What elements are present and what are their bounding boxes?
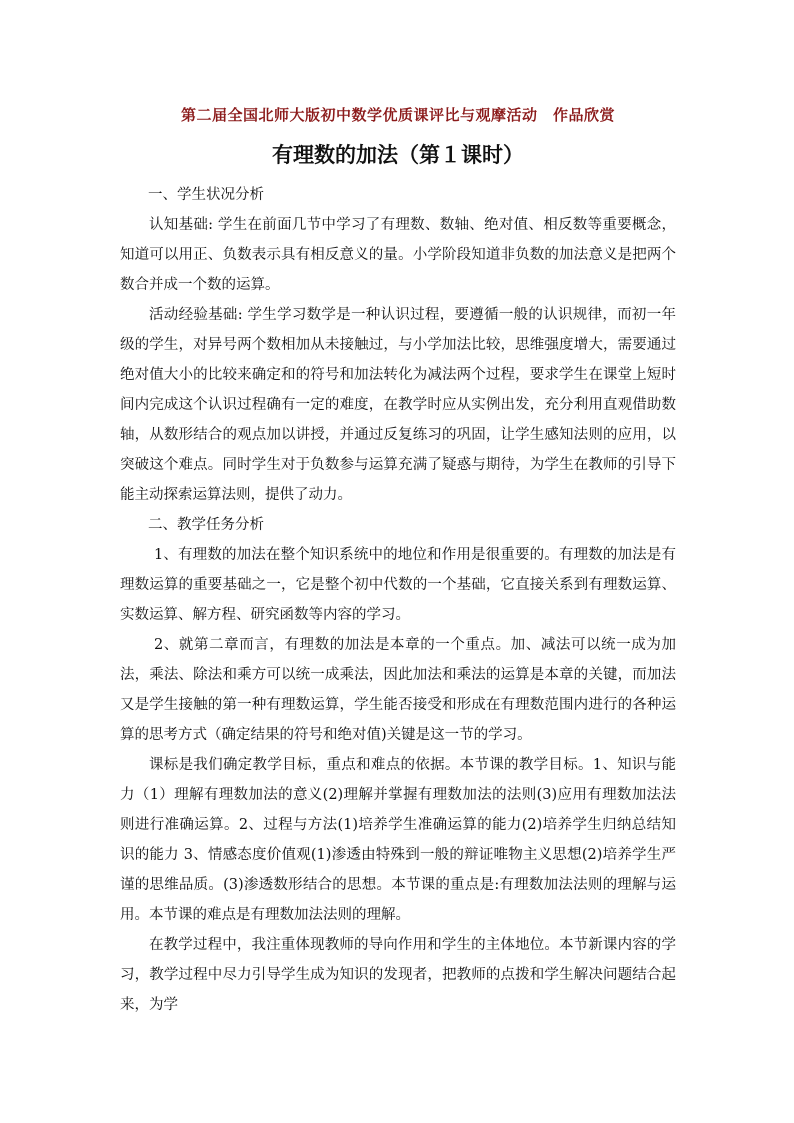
section-heading-task-analysis: 二、教学任务分析	[148, 517, 264, 533]
paragraph-cognitive-basis: 认知基础: 学生在前面几节中学习了有理数、数轴、绝对值、相反数等重要概念，知道可以用正、负数表示具有相反意义的量。小学阶段知道非负数的加法意义是把两个数合并成一个数的运算。	[120, 217, 676, 293]
document-page	[120, 100, 676, 1020]
section-heading-student-analysis: 一、学生状况分析	[148, 187, 264, 203]
document-title: 有理数的加法（第１课时）	[272, 142, 524, 167]
paragraph-activity-experience: 活动经验基础: 学生学习数学是一种认识过程，要遵循一般的认识规律，而初一年级的学生，对异号两个数相加从未接触过，与小学加法比较，思维强度增大，需要通过绝对值大小的比较来确定和的符号和加法转化为减法两个过程，要求学生在课堂上短时间内完成这个认识过程确有一定的难度，在教学时应从实例出发，充分利用直观借助数轴，从数形结合的观点加以讲授，并通过反复练习的巩固，让学生感知法则的应用，以突破这个难点。同时学生对于负数参与运算充满了疑惑与期待，为学生在教师的引导下能主动探索运算法则，提供了动力。	[120, 307, 676, 503]
paragraph-teaching-goals: 课标是我们确定教学目标，重点和难点的依据。本节课的教学目标。1、知识与能力（1）理解有理数加法的意义(2)理解并掌握有理数加法的法则(3)应用有理数加法法则进行准确运算。2、过程与方法(1)培养学生准确运算的能力(2)培养学生归纳总结知识的能力 3、情感态度价值观(1)渗透由特殊到一般的辩证唯物主义思想(2)培养学生严谨的思维品质。(3)渗透数形结合的思想。本节课的重点是:有理数加法法则的理解与运用。本节课的难点是有理数加法法则的理解。	[120, 757, 676, 923]
list-item-chapter-focus: 2、就第二章而言，有理数的加法是本章的一个重点。加、减法可以统一成为加法，乘法、除法和乘方可以统一成乘法，因此加法和乘法的运算是本章的关键，而加法又是学生接触的第一种有理数运算，学生能否接受和形成在有理数范围内进行的各种运算的思考方式（确定结果的符号和绝对值)关键是这一节的学习。	[120, 637, 676, 743]
list-item-importance: 1、有理数的加法在整个知识系统中的地位和作用是很重要的。有理数的加法是有理数运算的重要基础之一，它是整个初中代数的一个基础，它直接关系到有理数运算、实数运算、解方程、研究函数等内容的学习。	[120, 547, 676, 623]
activity-banner: 第二届全国北师大版初中数学优质课评比与观摩活动 作品欣赏	[180, 106, 615, 124]
paragraph-teaching-process: 在教学过程中，我注重体现教师的导向作用和学生的主体地位。本节新课内容的学习，教学过程中尽力引导学生成为知识的发现者，把教师的点拨和学生解决问题结合起来，为学	[120, 937, 676, 1013]
